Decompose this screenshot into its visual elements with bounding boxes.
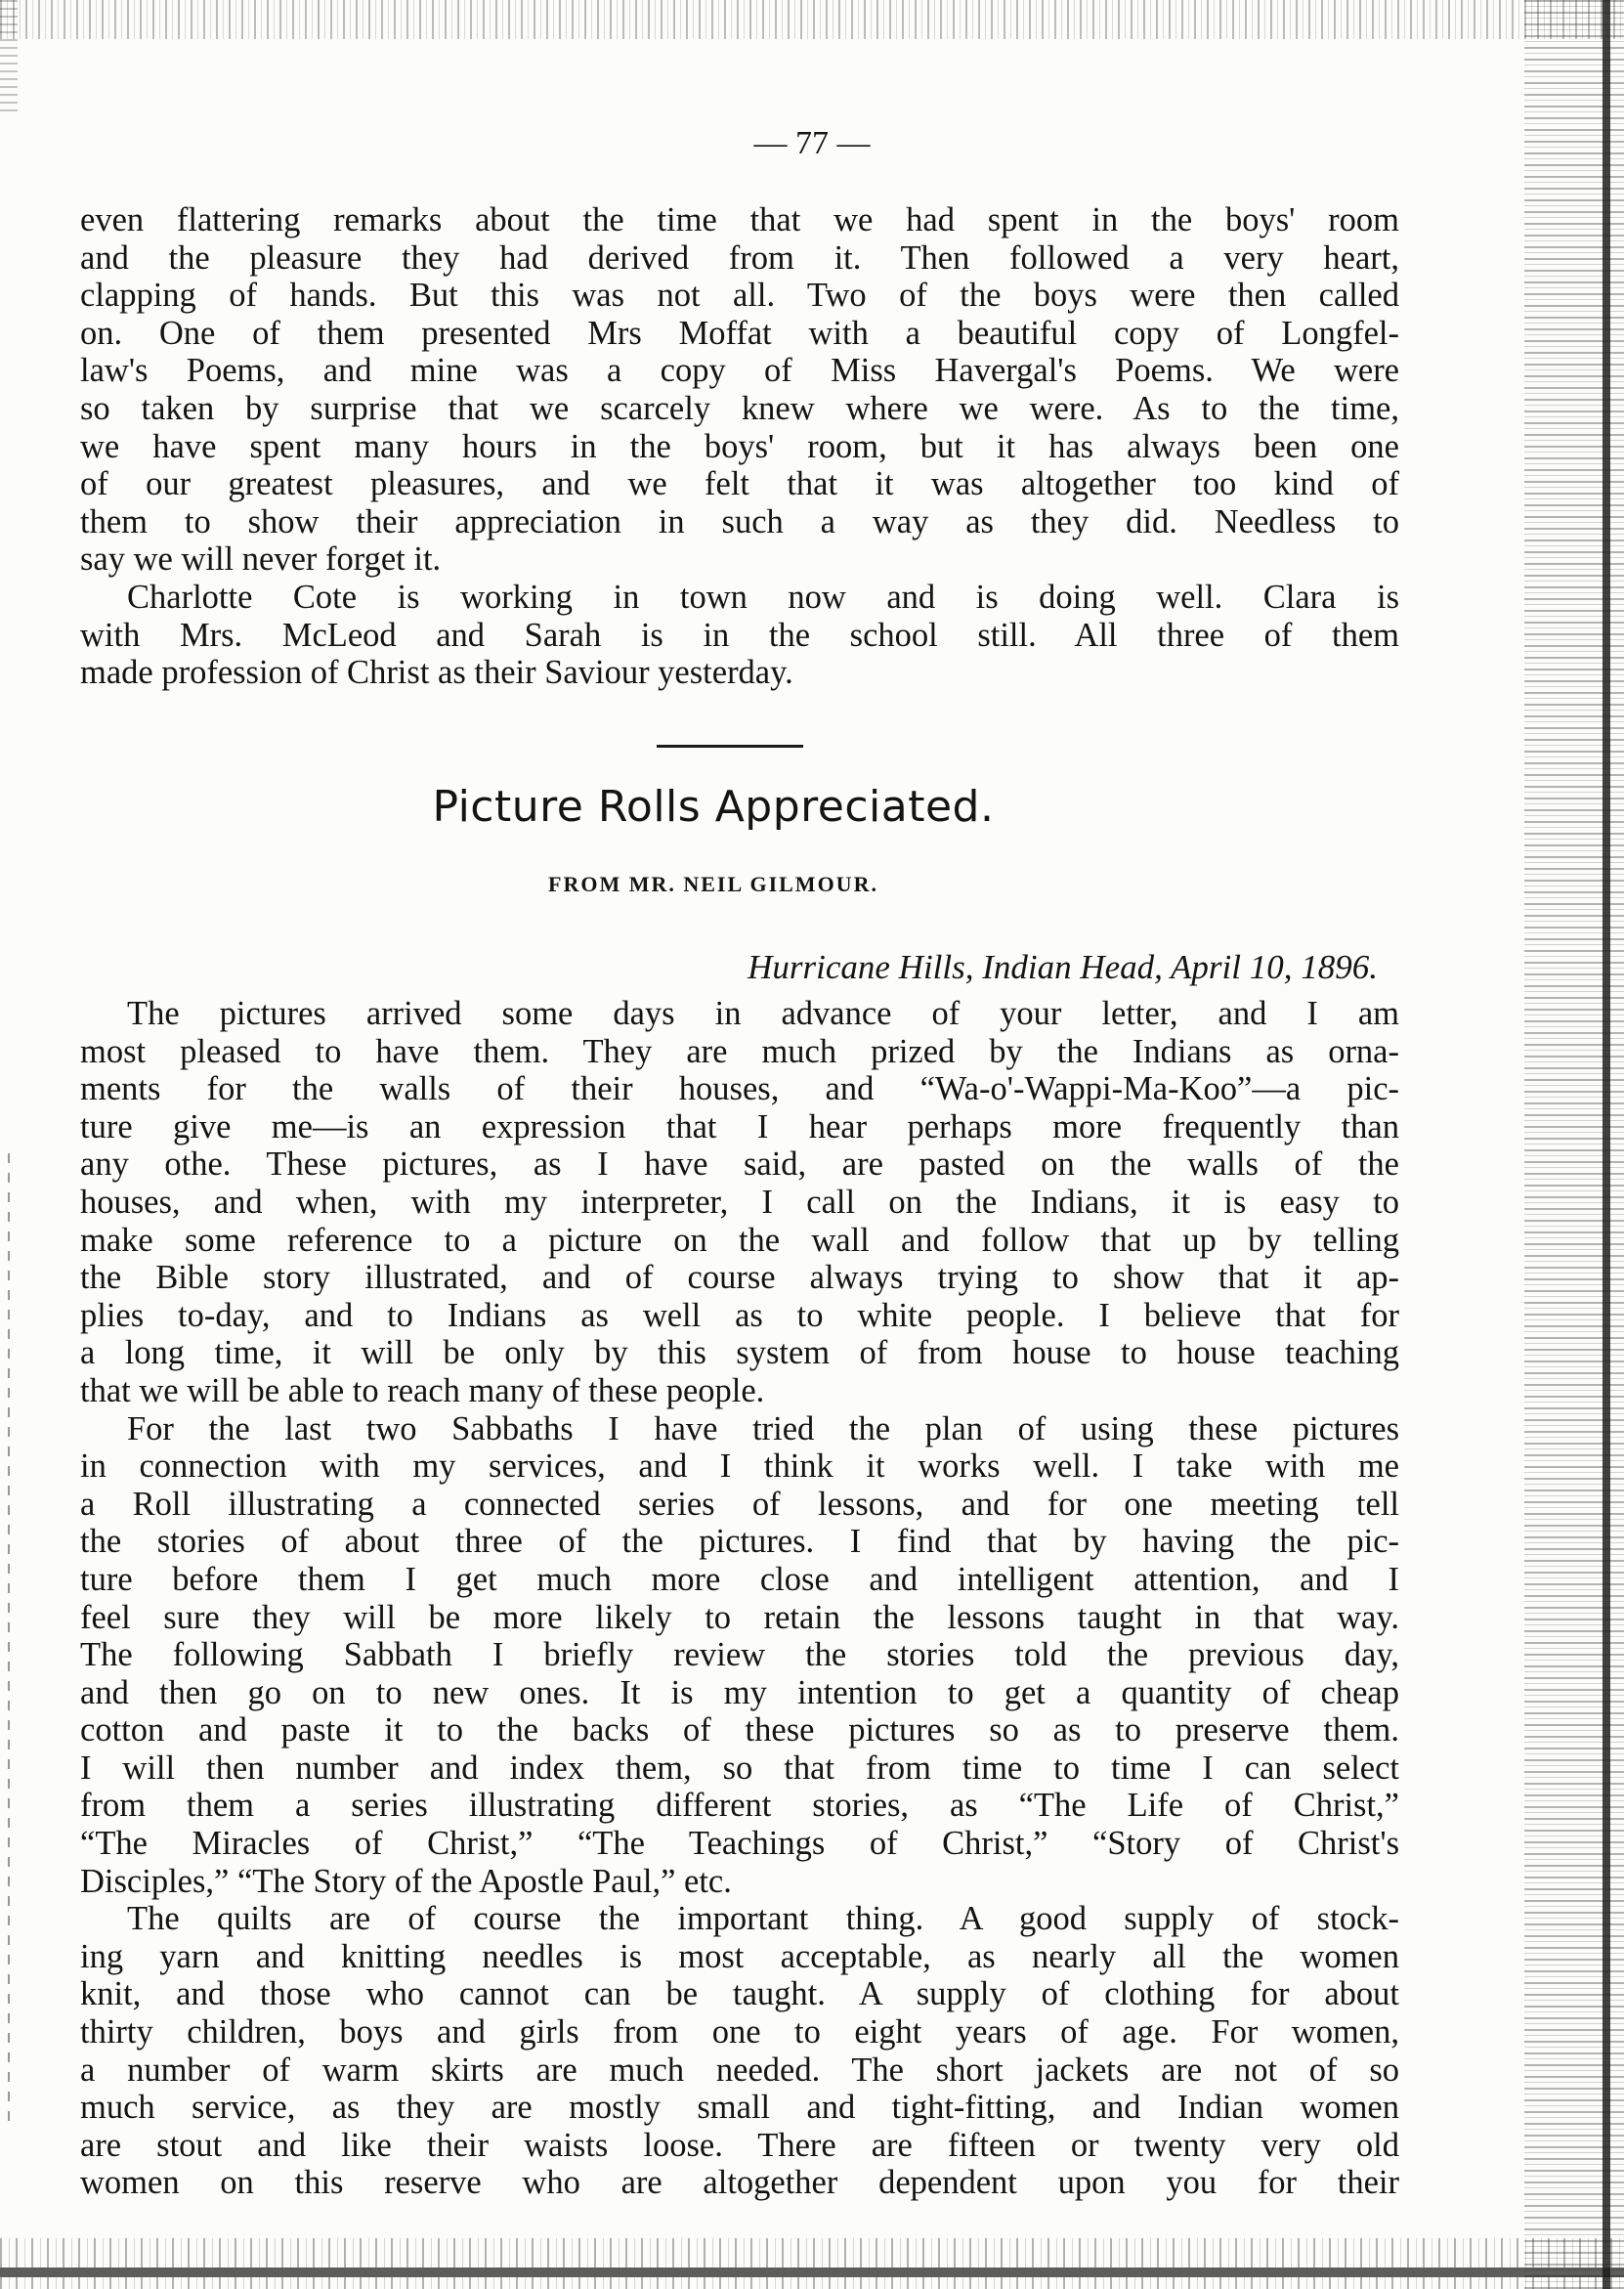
text-line: For the last two Sabbaths I have tried the plan of using these pictures bbox=[127, 1409, 1399, 1447]
text-line: so taken by surprise that we scarcely knew where we were. As to the time, bbox=[80, 389, 1399, 427]
text-line: them to show their appreciation in such a way as they did. Needless to bbox=[80, 502, 1399, 540]
text-line: “The Miracles of Christ,” “The Teachings of Christ,” “Story of Christ's bbox=[80, 1825, 1399, 1863]
article-paragraph-1 bbox=[80, 995, 1399, 1410]
text-line: a Roll illustrating a connected series of lessons, and for one meeting tell bbox=[80, 1485, 1399, 1523]
text-line: The following Sabbath I briefly review the stories told the previous day, bbox=[80, 1636, 1399, 1674]
text-line: and the pleasure they had derived from it. Then followed a very heart, bbox=[80, 238, 1399, 277]
text-line: cotton and paste it to the backs of these pictures so as to preserve them. bbox=[80, 1711, 1399, 1749]
text-line: The quilts are of course the important thing. A good supply of stock- bbox=[127, 1900, 1399, 1938]
text-line: ture before them I get much more close and intelligent attention, and I bbox=[80, 1560, 1399, 1598]
text-line: the stories of about three of the pictures. I find that by having the pic- bbox=[80, 1523, 1399, 1561]
article-byline: FROM MR. NEIL GILMOUR. bbox=[548, 872, 878, 896]
article-paragraph-2 bbox=[80, 1410, 1399, 1901]
text-line: feel sure they will be more likely to retain the lessons taught in that way. bbox=[80, 1598, 1399, 1636]
text-line: thirty children, boys and girls from one to eight years of age. For women, bbox=[80, 2013, 1399, 2051]
text-line: ing yarn and knitting needles is most acceptable, as nearly all the women bbox=[80, 1937, 1399, 1975]
text-line: houses, and when, with my interpreter, I call on the Indians, it is easy to bbox=[80, 1183, 1399, 1221]
text-line: clapping of hands. But this was not all. Two of the boys were then called bbox=[80, 277, 1399, 315]
text-line: a number of warm skirts are much needed. The short jackets are not of so bbox=[80, 2051, 1399, 2089]
text-line: ments for the walls of their houses, and “Wa-o'-Wappi-Ma-Koo”—a pic- bbox=[80, 1070, 1399, 1108]
page-number: — 77 — bbox=[753, 125, 871, 161]
scan-noise-left bbox=[0, 0, 18, 117]
text-line: much service, as they are mostly small and tight-fitting, and Indian women bbox=[80, 2089, 1399, 2127]
article-title: Picture Rolls Appreciated. bbox=[432, 782, 995, 832]
text-line: plies to-day, and to Indians as well as to white people. I believe that for bbox=[80, 1296, 1399, 1334]
text-line: women on this reserve who are altogether dependent upon you for their bbox=[80, 2164, 1399, 2202]
text-line: with Mrs. McLeod and Sarah is in the school still. All three of them bbox=[80, 616, 1399, 654]
text-line: even flattering remarks about the time that we had spent in the boys' room bbox=[80, 201, 1399, 238]
text-line: we have spent many hours in the boys' room, but it has always been one bbox=[80, 427, 1399, 465]
text-line: that we will be able to reach many of these people. bbox=[80, 1371, 765, 1409]
text-line: the Bible story illustrated, and of course always trying to show that it ap- bbox=[80, 1259, 1399, 1297]
scan-noise-bottom bbox=[0, 2238, 1624, 2289]
article-paragraph-3 bbox=[80, 1900, 1399, 2202]
text-line: and then go on to new ones. It is my intention to get a quantity of cheap bbox=[80, 1673, 1399, 1711]
text-line: Disciples,” “The Story of the Apostle Paul,” etc. bbox=[80, 1862, 732, 1900]
intro-paragraph-1 bbox=[80, 201, 1399, 579]
intro-text-block bbox=[80, 201, 1399, 692]
text-line: of our greatest pleasures, and we felt that it was altogether too kind of bbox=[80, 465, 1399, 503]
text-line: made profession of Christ as their Saviour yesterday. bbox=[80, 654, 793, 692]
text-line: I will then number and index them, so that from time to time I can select bbox=[80, 1749, 1399, 1787]
scan-binding-line bbox=[1603, 0, 1610, 2289]
scan-noise-left-edge bbox=[8, 1153, 10, 2131]
section-separator bbox=[657, 745, 803, 748]
text-line: ture give me—is an expression that I hear perhaps more frequently than bbox=[80, 1107, 1399, 1145]
text-line: on. One of them presented Mrs Moffat with a beautiful copy of Longfel- bbox=[80, 314, 1399, 352]
text-line: law's Poems, and mine was a copy of Miss Havergal's Poems. We were bbox=[80, 352, 1399, 390]
text-line: The pictures arrived some days in advance of your letter, and I am bbox=[127, 995, 1399, 1032]
text-line: from them a series illustrating different stories, as “The Life of Christ,” bbox=[80, 1787, 1399, 1825]
article-dateline: Hurricane Hills, Indian Head, April 10, 1896. bbox=[748, 948, 1378, 986]
text-line: say we will never forget it. bbox=[80, 540, 442, 579]
text-line: in connection with my services, and I think it works well. I take with me bbox=[80, 1447, 1399, 1486]
article-body bbox=[80, 995, 1399, 2202]
intro-paragraph-2 bbox=[80, 579, 1399, 692]
scan-noise-top bbox=[0, 0, 1624, 39]
text-line: any othe. These pictures, as I have said, are pasted on the walls of the bbox=[80, 1145, 1399, 1184]
text-line: are stout and like their waists loose. There are fifteen or twenty very old bbox=[80, 2126, 1399, 2164]
text-line: make some reference to a picture on the wall and follow that up by telling bbox=[80, 1221, 1399, 1259]
text-line: Charlotte Cote is working in town now and is doing well. Clara is bbox=[127, 578, 1399, 616]
text-line: a long time, it will be only by this system of from house to house teaching bbox=[80, 1334, 1399, 1372]
text-line: most pleased to have them. They are much prized by the Indians as orna- bbox=[80, 1032, 1399, 1070]
text-line: knit, and those who cannot can be taught. A supply of clothing for about bbox=[80, 1975, 1399, 2013]
